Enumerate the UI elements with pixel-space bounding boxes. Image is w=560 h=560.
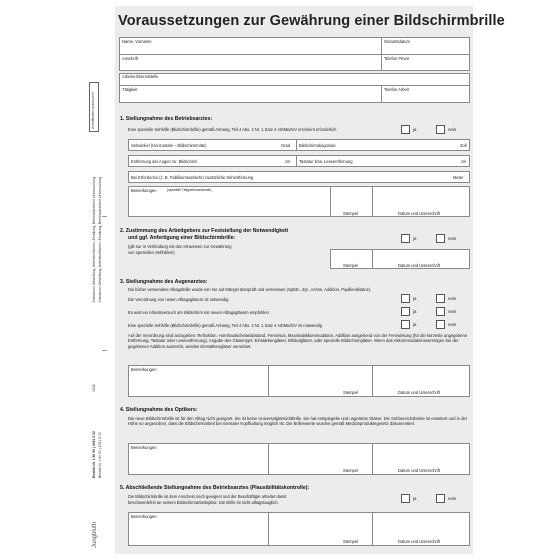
workplace-field[interactable]: Arbeits-/Dienststelle: [122, 74, 159, 79]
date-signature-label: Datum und Unterschrift: [398, 390, 441, 395]
section5-text-line2: beschwerdefrei an seinem Bildschirmarbeitsplatz. Die Brille ist nicht alltagstauglich.: [128, 500, 279, 505]
stamp-label: Stempel: [343, 468, 359, 473]
remarks-hint: (spezielle Tätigkeitsmerkmale): [167, 188, 212, 192]
section5-no-checkbox[interactable]: [436, 494, 445, 503]
activity-field[interactable]: Tätigkeit: [122, 87, 138, 92]
no-label: nein: [448, 322, 457, 327]
phone-work-field[interactable]: Telefon Arbeit: [384, 87, 409, 92]
divider: [268, 512, 269, 546]
remarks-label: Bemerkungen: [131, 514, 157, 519]
viewing-angle-unit: Grad: [281, 143, 291, 148]
date-signature-label: Datum und Unterschrift: [398, 211, 441, 216]
extra-distance-unit: Meter: [453, 175, 464, 180]
date-signature-label: Datum und Unterschrift: [398, 263, 441, 268]
viewing-angle-label: Sehwinkel (Horizontale – Bildschirmmitte): [131, 143, 207, 148]
side-version: 1608: [92, 384, 96, 392]
section3-question-2: Es wird ein Arbeitsversuch am Bildschirm mit neuen Alltagsgläsern empfohlen: [128, 310, 269, 315]
yes-label: ja: [413, 496, 417, 501]
workplace-box: [119, 73, 470, 103]
section3-instructions: Auf der Verordnung sind anzugeben: Refraktion, Hornhautscheitelabstand, Fernvisus, Maximalakkommodation, Addition ausgehend von der Fernwirkung (für die kürzeste angegebene Entfernung, Tastatur oder Leseentfernung). Angabe des Glasertyps: Einstärkengläser, Bifokalgläser, oder spezielle Bildschirmgläser. Wenn das Akkommodationsvermögen bei der gegebenen Addition ausreicht, werden Einstärkengläser verordnet.: [128, 333, 468, 349]
divider: [372, 365, 373, 397]
remarks-label: Bemerkungen: [131, 188, 157, 193]
q3-no-checkbox[interactable]: [436, 320, 445, 329]
section1-yes-checkbox[interactable]: [401, 125, 410, 134]
yes-label: ja: [413, 127, 417, 132]
section5-yes-checkbox[interactable]: [401, 494, 410, 503]
eye-distance-unit: cm: [285, 159, 291, 164]
divider: [372, 443, 373, 475]
section3-question-3: Eine spezielle Sehhilfe (Bildschirmbrille) gemäß Anhang, Teil 4 Abs. 2 Nr. 1 Satz 4 ArbMedVV ist notwendig: [128, 323, 323, 328]
no-label: nein: [448, 496, 457, 501]
screen-diagonal-label: Bildschirmdiagonale: [299, 143, 336, 148]
yes-label: ja: [413, 236, 417, 241]
yes-label: ja: [413, 309, 417, 314]
section2-heading: 2. Zustimmung des Arbeitgebers zur Feststellung der Notwendigkeit: [120, 228, 289, 234]
stamp-label: Stempel: [343, 390, 359, 395]
divider: [381, 85, 382, 103]
section5-text: Die Bildschirmbrille ist dem Anschein nach geeignet und der Beschäftigte arbeitet damit: [128, 494, 287, 499]
address-field[interactable]: Anschrift: [122, 56, 138, 61]
divider: [372, 512, 373, 546]
date-signature-label: Datum und Unterschrift: [398, 539, 441, 544]
divider: [268, 443, 269, 475]
section2-heading-line2: und ggf. Anfertigung einer Bildschirmbrille:: [128, 235, 236, 241]
stamp-label: Stempel: [343, 263, 359, 268]
q2-no-checkbox[interactable]: [436, 307, 445, 316]
eye-distance-label: Entfernung der Augen zu: Bildschirm: [131, 159, 198, 164]
extra-distance-label: Bei Erfordernis (z. B. Publikumsverkehr) zusätzliche Sehentfernung: [131, 175, 254, 180]
divider: [330, 186, 331, 217]
fold-mark: [102, 350, 107, 351]
divider: [372, 186, 373, 217]
no-label: nein: [448, 236, 457, 241]
no-label: nein: [448, 127, 457, 132]
section5-heading: 5. Abschließende Stellungnahme des Betriebsarztes (Plausibilitätskontrolle):: [120, 485, 310, 491]
q2-yes-checkbox[interactable]: [401, 307, 410, 316]
remarks-label: Bemerkungen: [131, 367, 157, 372]
date-signature-label: Datum und Unterschrift: [398, 468, 441, 473]
yes-label: ja: [413, 322, 417, 327]
divider: [268, 365, 269, 397]
section3-question-1: Die Verordnung von neuen Alltagsgläsern ist notwendig: [128, 297, 229, 302]
section1-heading: 1. Stellungnahme des Betriebsarztes:: [120, 116, 213, 122]
section2-no-checkbox[interactable]: [436, 234, 445, 243]
keyboard-distance-label: Tastatur bzw. Leseentfernung: [299, 159, 353, 164]
side-tab-label: Zutreffendes ankreuzen!: [91, 92, 95, 129]
name-field[interactable]: Name, Vorname: [122, 39, 152, 44]
section4-text: Die neue Bildschirmbrille ist für den Alltag nicht geeignet. Sie ist keine Universalgleitsichtbrille. Sie hat entspiegelte und ungetönte Gläser. Die Sehbereichsbreite ist erweitert und in der Höhe so angeordnet, dass die Bildschirmarbeit bei normaler Kopfhaltung möglich ist. Die Brillenwerte wurden gemäß Medizinproduktegesetz dokumentiert.: [128, 416, 468, 427]
divider: [372, 249, 373, 269]
section1-no-checkbox[interactable]: [436, 125, 445, 134]
stamp-label: Stempel: [343, 539, 359, 544]
side-order-number-2: Bestell-Nr. 1 60 50 | 2051 5 02: [98, 432, 102, 478]
keyboard-distance-unit: cm: [461, 159, 467, 164]
yes-label: ja: [413, 296, 417, 301]
q1-yes-checkbox[interactable]: [401, 294, 410, 303]
divider: [296, 139, 297, 151]
q3-yes-checkbox[interactable]: [401, 320, 410, 329]
section4-heading: 4. Stellungnahme des Optikers:: [120, 407, 198, 413]
side-order-number: Bestell-Nr. 1 60 50 | 2051 5 02: [92, 431, 96, 478]
section2-note: (gilt nur in Verbindung mit den Hinweisen zur Gewährung: [128, 244, 232, 249]
section2-note-line2: von speziellen Sehhilfen!): [128, 250, 175, 255]
no-label: nein: [448, 309, 457, 314]
no-label: nein: [448, 296, 457, 301]
stamp-label: Stempel: [343, 211, 359, 216]
phone-private-field[interactable]: Telefon Privat: [384, 56, 409, 61]
q1-no-checkbox[interactable]: [436, 294, 445, 303]
fold-mark: [102, 216, 107, 217]
screen-diagonal-unit: Zoll: [460, 143, 467, 148]
section3-heading: 3. Stellungnahme des Augenarztes:: [120, 279, 208, 285]
divider: [381, 37, 382, 71]
divider: [119, 54, 470, 55]
section2-yes-checkbox[interactable]: [401, 234, 410, 243]
remarks-label: Bemerkungen: [131, 445, 157, 450]
side-publisher-2: Handbuch, Bestellung, Arbeitsverfahren, Erhaltung, Betriebsärztliche Untersuchung: [98, 176, 102, 302]
section1-question: Eine spezielle Sehhilfe (Bildschirmbrille) gemäß Anhang, Teil 4 Abs. 2 Nr. 1 Satz 4 ArbMedVV erscheint erforderlich: [128, 127, 337, 132]
publisher-logo: Jungbluth: [92, 521, 98, 548]
section3-intro: Die bisher verwendete Alltagsbrille wurde von mir auf Mängel überprüft und vermessen (Sphär., Zyl., Achse, Addition, Pupillendistanz).: [128, 287, 372, 292]
divider: [296, 155, 297, 167]
side-publisher: Handbuch, Bestellung, Arbeitsverfahren, Erhaltung, Betriebsärztliche Untersuchung: [92, 176, 96, 302]
page-title: Voraussetzungen zur Gewährung einer Bildschirmbrille: [118, 13, 505, 29]
birthdate-field[interactable]: Geburtsdatum: [384, 39, 410, 44]
divider: [119, 85, 470, 86]
